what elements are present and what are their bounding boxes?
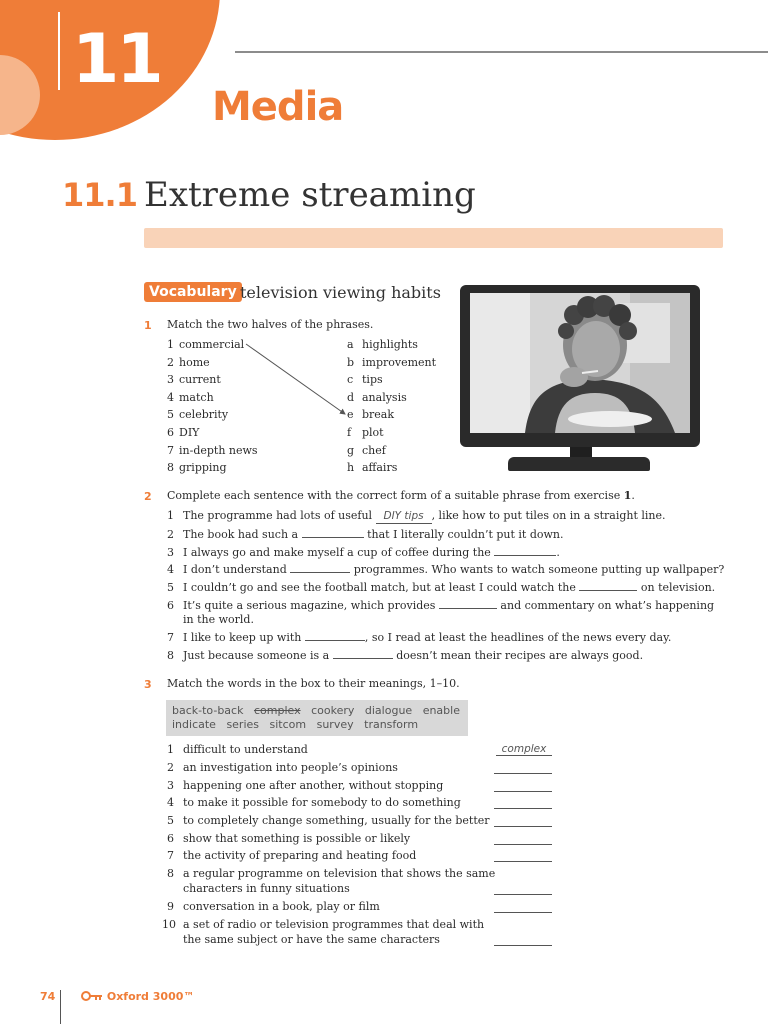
exercise-3-number: 3 (144, 678, 152, 691)
answer-field[interactable] (494, 844, 552, 845)
footer-divider (60, 990, 61, 1024)
tv-photo-boy (470, 293, 690, 433)
list-item: f plot (347, 425, 384, 439)
list-item: h affairs (347, 461, 398, 475)
answer-field[interactable] (494, 912, 552, 913)
exercise-3-item-8-continued: characters in funny situations (183, 882, 350, 895)
exercise-2-instruction: Complete each sentence with the correct form of a suitable phrase from exercise 1. (167, 489, 635, 502)
exercise-2-item-4: 4 I don’t understand programmes. Who wants to watch someone putting up wallpaper? (167, 563, 725, 576)
key-icon (81, 991, 103, 1001)
oxford-3000-logo: Oxford 3000™ (81, 990, 194, 1003)
exercise-2-number: 2 (144, 490, 152, 503)
answer-field[interactable] (305, 630, 365, 641)
answer-field[interactable] (494, 826, 552, 827)
answer-field[interactable] (333, 648, 393, 659)
list-item: a highlights (347, 338, 418, 351)
section-band (144, 228, 723, 248)
section-number: 11.1 (62, 176, 137, 214)
answer-field[interactable]: complex (496, 743, 552, 756)
answer-field[interactable] (579, 580, 637, 591)
answer-field[interactable] (494, 808, 552, 809)
answer-field[interactable] (494, 773, 552, 774)
vocabulary-tag: Vocabulary (144, 282, 242, 302)
list-item: b improvement (347, 355, 437, 369)
exercise-3-item-10-continued: the same subject or have the same characters (183, 933, 440, 946)
exercise-3-item-5: 5 to completely change something, usually for the better (167, 814, 490, 827)
example-match-line (240, 338, 360, 423)
exercise-3-item-8: 8 a regular programme on television that shows the same (167, 867, 496, 880)
unit-number: 11 (72, 20, 161, 99)
exercise-2-item-5: 5 I couldn’t go and see the football match, but at least I could watch the on television. (167, 581, 716, 594)
list-item: d analysis (347, 390, 407, 404)
list-item: 7 in-depth news (167, 443, 258, 457)
exercise-3-item-9: 9 conversation in a book, play or film (167, 900, 380, 913)
exercise-3-item-7: 7 the activity of preparing and heating food (167, 849, 417, 862)
section-title: Extreme streaming (144, 175, 476, 215)
list-item: 2 home (167, 355, 210, 369)
exercise-3-item-1: 1 difficult to understand (167, 743, 308, 756)
exercise-3-item-6: 6 show that something is possible or likely (167, 832, 411, 845)
word-box-line-2: indicate series sitcom survey transform (172, 718, 419, 731)
list-item: c tips (347, 373, 383, 387)
answer-field[interactable] (494, 861, 552, 862)
list-item: 4 match (167, 390, 214, 404)
list-item: 1 commercial (167, 338, 245, 351)
top-rule (235, 51, 768, 53)
exercise-2-item-6: 6 It’s quite a serious magazine, which provides and commentary on what’s happening (167, 599, 715, 612)
answer-field[interactable] (494, 791, 552, 792)
list-item: 5 celebrity (167, 408, 229, 422)
list-item: g chef (347, 443, 386, 457)
word-box (166, 700, 468, 736)
list-item: 3 current (167, 373, 221, 387)
answer-field[interactable] (494, 894, 552, 895)
vocabulary-topic: television viewing habits (240, 283, 441, 302)
answer-field[interactable]: DIY tips (376, 509, 432, 524)
page-number: 74 (40, 990, 56, 1003)
exercise-2-item-8: 8 Just because someone is a doesn’t mean their recipes are always good. (167, 649, 644, 662)
exercise-1-instruction: Match the two halves of the phrases. (167, 318, 374, 331)
tv-base (508, 457, 650, 471)
list-item: 8 gripping (167, 461, 227, 475)
list-item: e break (347, 408, 395, 422)
answer-field[interactable] (494, 545, 556, 556)
exercise-2-item-2: 2 The book had such a that I literally couldn’t put it down. (167, 528, 564, 541)
exercise-1-number: 1 (144, 319, 152, 332)
exercise-3-item-10: 10 a set of radio or television programmes that deal with (162, 918, 485, 931)
exercise-1-right-list (347, 338, 436, 479)
list-item: 6 DIY (167, 425, 200, 439)
exercise-2-item-1: 1 The programme had lots of useful DIY tips , like how to put tiles on in a straight line. (167, 509, 666, 522)
unit-title: Media (212, 84, 344, 130)
answer-field[interactable] (302, 527, 364, 538)
word-box-line-1: back-to-back complex cookery dialogue enable (172, 704, 460, 717)
exercise-3-item-3: 3 happening one after another, without stopping (167, 779, 444, 792)
answer-field[interactable] (494, 945, 552, 946)
answer-field[interactable] (439, 598, 497, 609)
answer-field[interactable] (290, 562, 350, 573)
tv-screen (470, 293, 690, 433)
unit-divider (58, 12, 60, 90)
exercise-2-item-6-continued: in the world. (183, 613, 254, 626)
exercise-2-item-7: 7 I like to keep up with , so I read at least the headlines of the news every day. (167, 631, 672, 644)
exercise-3-item-4: 4 to make it possible for somebody to do something (167, 796, 461, 809)
exercise-3-item-2: 2 an investigation into people’s opinions (167, 761, 398, 774)
exercise-2-item-3: 3 I always go and make myself a cup of coffee during the . (167, 546, 560, 559)
exercise-3-instruction: Match the words in the box to their meanings, 1–10. (167, 677, 460, 690)
